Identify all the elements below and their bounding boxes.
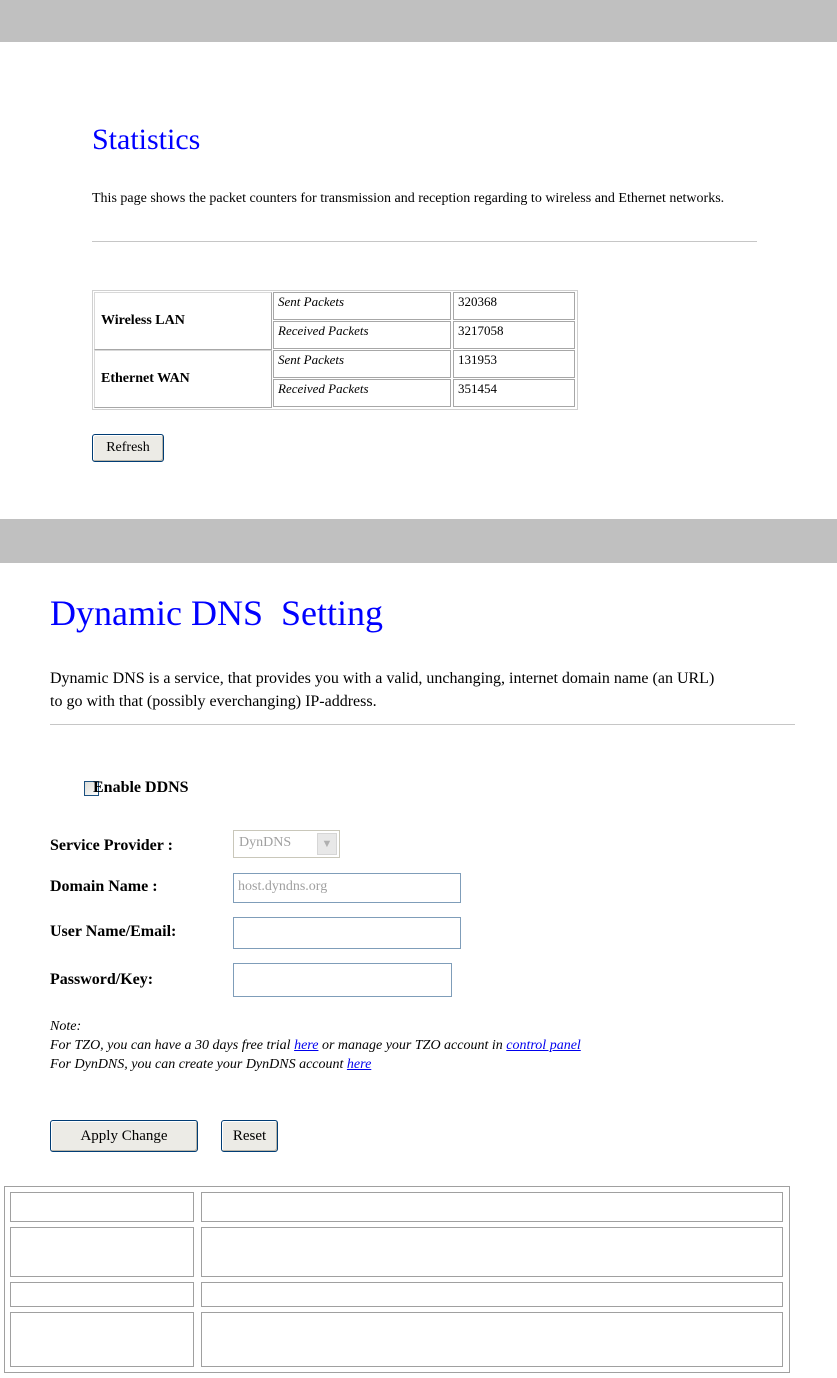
note-text: or manage your TZO account in xyxy=(318,1038,507,1053)
password-input[interactable] xyxy=(233,963,452,997)
note-title: Note: xyxy=(50,1019,82,1034)
domain-name-input[interactable]: host.dyndns.org xyxy=(233,873,461,903)
header-band xyxy=(0,0,837,42)
service-provider-label: Service Provider : xyxy=(50,837,173,854)
divider xyxy=(50,724,795,725)
group-wireless-lan: Wireless LAN xyxy=(94,292,272,350)
note-text: For DynDNS, you can create your DynDNS account xyxy=(50,1057,347,1072)
apply-change-button[interactable]: Apply Change xyxy=(50,1120,198,1152)
tzo-control-panel-link[interactable]: control panel xyxy=(506,1038,581,1053)
service-provider-select[interactable] xyxy=(233,830,340,858)
table-cell xyxy=(201,1312,783,1367)
ddns-description xyxy=(50,667,810,713)
ddns-description-line2: to go with that (possibly everchanging) IP-address. xyxy=(50,693,377,710)
table-cell xyxy=(10,1282,194,1307)
dyndns-create-link[interactable]: here xyxy=(346,1057,372,1072)
ddns-description-line1: Dynamic DNS is a service, that provides you with a valid, unchanging, internet domain name (an URL) xyxy=(50,670,715,687)
table-cell xyxy=(10,1192,194,1222)
row-label: Sent Packets xyxy=(273,350,451,378)
password-label: Password/Key: xyxy=(50,971,154,988)
group-ethernet-wan: Ethernet WAN xyxy=(94,350,272,408)
row-value: 351454 xyxy=(453,379,575,407)
table-cell xyxy=(201,1227,783,1277)
divider xyxy=(92,241,757,242)
table-cell xyxy=(201,1192,783,1222)
row-value: 320368 xyxy=(453,292,575,320)
statistics-title: Statistics xyxy=(92,123,201,156)
table-cell xyxy=(10,1312,194,1367)
row-value: 3217058 xyxy=(453,321,575,349)
chevron-down-icon[interactable]: ▼ xyxy=(317,833,337,855)
refresh-button[interactable]: Refresh xyxy=(92,434,164,462)
tzo-trial-link[interactable]: here xyxy=(294,1038,319,1053)
username-label: User Name/Email: xyxy=(50,923,177,940)
service-provider-value: DynDNS xyxy=(239,835,292,850)
note-line-dyndns xyxy=(50,1055,371,1074)
statistics-description: This page shows the packet counters for transmission and reception regarding to wireless and Ethernet networks. xyxy=(92,191,725,206)
row-label: Received Packets xyxy=(273,379,451,407)
note-text: For TZO, you can have a 30 days free trial xyxy=(50,1038,295,1053)
domain-name-label: Domain Name : xyxy=(50,878,158,895)
row-label: Received Packets xyxy=(273,321,451,349)
reset-button[interactable]: Reset xyxy=(221,1120,278,1152)
username-input[interactable] xyxy=(233,917,461,949)
note-line-tzo xyxy=(50,1036,581,1055)
section-band xyxy=(0,519,837,563)
table-cell xyxy=(201,1282,783,1307)
row-value: 131953 xyxy=(453,350,575,378)
table-cell xyxy=(10,1227,194,1277)
enable-ddns-label-text: Enable DDNS xyxy=(93,779,189,796)
ddns-title: Dynamic DNS Setting xyxy=(50,593,383,633)
row-label: Sent Packets xyxy=(273,292,451,320)
